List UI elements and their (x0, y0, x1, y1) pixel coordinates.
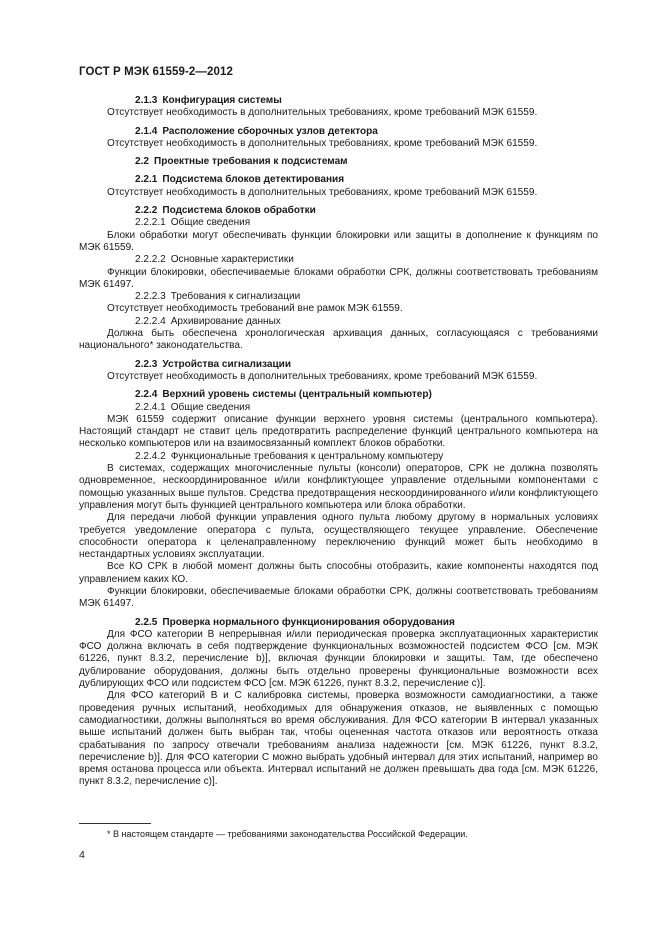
page-header: ГОСТ Р МЭК 61559-2—2012 (79, 66, 233, 78)
heading-2-1-3: 2.1.3 Конфигурация системы (135, 95, 282, 106)
subheading-2-2-2-3: 2.2.2.3 Требования к сигнализации (135, 291, 301, 303)
subheading-2-2-4-1: 2.2.4.1 Общие сведения (135, 401, 251, 413)
subheading-2-2-2-2: 2.2.2.2 Основные характеристики (135, 254, 294, 266)
paragraph: В системах, содержащих многочисленные пульты (консоли) операторов, СРК не должна позволять одновременное, нескоординированное и/или конфликтующее управление отдельными компонентами с помощью указанных выше пультов. Средства предотвращения нескоординированного и/или конфликтующего управления могут быть функцией центрального компьютера или блока обработки. (79, 463, 598, 511)
paragraph: Отсутствует необходимость требований вне рамок МЭК 61559. (107, 303, 403, 315)
page-number: 4 (79, 849, 85, 861)
page-content (79, 95, 598, 789)
subheading-2-2-2-4: 2.2.2.4 Архивирование данных (135, 315, 281, 327)
paragraph: Все КО СРК в любой момент должны быть способны отобразить, какие компоненты находятся под управлением каких КО. (79, 561, 598, 585)
footnote: * В настоящем стандарте — требованиями законодательства Российской Федерации. (107, 829, 468, 839)
subheading-2-2-4-2: 2.2.4.2 Функциональные требования к центральному компьютеру (135, 450, 444, 462)
paragraph: Функции блокировки, обеспечиваемые блоками обработки СРК, должны соответствовать требованиям МЭК 61497. (79, 266, 598, 290)
heading-2-2-4: 2.2.4 Верхний уровень системы (центральный компьютер) (135, 389, 432, 401)
paragraph: Отсутствует необходимость в дополнительных требованиях, кроме требований МЭК 61559. (107, 186, 538, 198)
heading-2-2: 2.2 Проектные требования к подсистемам (135, 156, 348, 168)
paragraph: Отсутствует необходимость в дополнительных требованиях, кроме требований МЭК 61559. (107, 370, 538, 382)
heading-2-2-5: 2.2.5 Проверка нормального функционирования оборудования (135, 616, 455, 628)
heading-2-1-4: 2.1.4 Расположение сборочных узлов детектора (135, 125, 378, 137)
paragraph: Функции блокировки, обеспечиваемые блоками обработки СРК, должны соответствовать требованиям МЭК 61497. (79, 585, 598, 610)
paragraph: Отсутствует необходимость в дополнительных требованиях, кроме требований МЭК 61559. (107, 107, 538, 119)
subheading-2-2-2-1: 2.2.2.1 Общие сведения (135, 217, 251, 229)
paragraph: Отсутствует необходимость в дополнительных требованиях, кроме требований МЭК 61559. (107, 137, 538, 149)
paragraph: Для ФСО категорий В и С калибровка системы, проверка возможности самодиагностики, а также проведения ручных испытаний, необходимых для обнаружения отказов, не выявленных с помощью самодиагностики, должны выполняться во время обслуживания. Для ФСО категории В интервал указанных выше испытаний должен быть выбран так, чтобы оцененная частота отказов или вероятность отказа срабатывания по запросу отвечали требованиям анализа надежности [см. МЭК 61226, пункт 8.3.2, перечисление b)]. Для ФСО категории С можно выбрать удобный интервал для этих испытаний, например во время останова процесса или объекта. Интервал испытаний не должен превышать два года [см. МЭК 61226, пункт 8.3.2, перечисление c)]. (79, 690, 598, 788)
footnote-divider (79, 823, 151, 824)
heading-2-2-2: 2.2.2 Подсистема блоков обработки (135, 205, 316, 217)
paragraph: МЭК 61559 содержит описание функции верхнего уровня системы (центрального компьютера). Настоящий стандарт не ставит цель предотвратить распределение функций центрального компьютера на несколько компьютеров или на взаимосвязанный комплект блоков обработки. (79, 413, 598, 450)
paragraph: Для передачи любой функции управления одного пульта любому другому в нормальных условиях требуется уведомление оператора с пульта, осуществляющего текущее управление. Обеспечение способности оператора к целенаправленному переключению функций может быть необходимо в нестандартных условиях эксплуатации. (79, 512, 598, 561)
paragraph: Для ФСО категории В непрерывная и/или периодическая проверка эксплуатационных характеристик ФСО должна включать в себя подтверждение функциональных возможностей подсистем ФСО [см. МЭК 61226, пункт 8.3.2, перечисление b)], включая функции блокировки и защиты. Там, где обеспечено дублирование оборудования, должны быть отдельно проверены функциональные возможности всех дублирующих ФСО или подсистем ФСО [см. МЭК 61226, пункт 8.3.2, перечисление c)]. (79, 628, 598, 690)
heading-2-2-3: 2.2.3 Устройства сигнализации (135, 358, 292, 370)
paragraph: Должна быть обеспечена хронологическая архивация данных, согласующаяся с требованиями национального* законодательства. (79, 328, 598, 352)
paragraph: Блоки обработки могут обеспечивать функции блокировки или защиты в дополнение к функциям по МЭК 61559. (79, 229, 598, 253)
heading-2-2-1: 2.2.1 Подсистема блоков детектирования (135, 174, 345, 186)
